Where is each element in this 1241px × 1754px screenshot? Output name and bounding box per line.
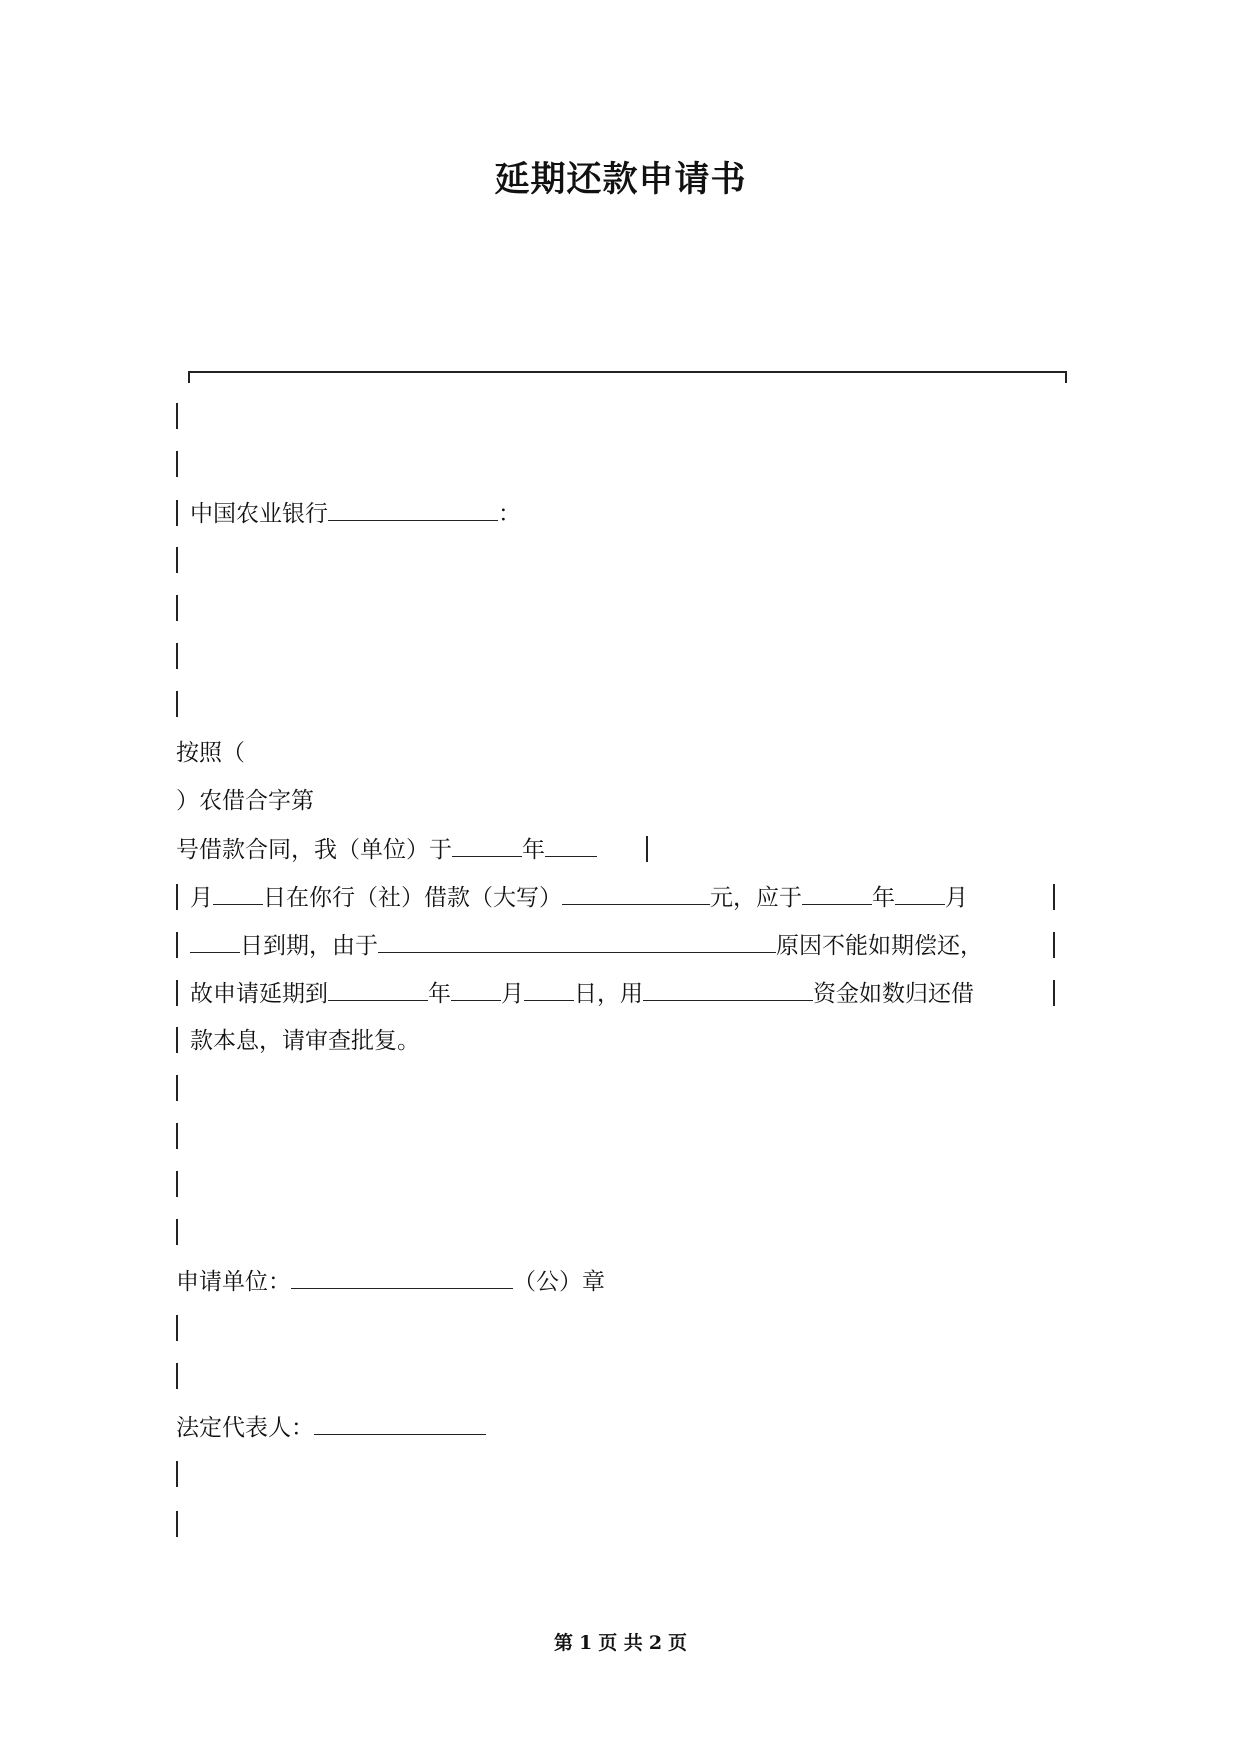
amount-blank: [562, 880, 710, 905]
footer-text: 第: [553, 1632, 573, 1654]
frame-right-corner: [1065, 371, 1067, 383]
frame-bar: [176, 1363, 178, 1389]
extend-day-blank: [524, 976, 574, 1001]
due-year-blank: [802, 880, 872, 905]
frame-bar: [176, 451, 178, 477]
footer-text: 页: [668, 1632, 688, 1654]
frame-bar: [1053, 980, 1055, 1006]
footer-text: 页 共: [598, 1632, 643, 1654]
frame-bar: [176, 980, 178, 1006]
empty-row: [176, 592, 190, 626]
frame-bar: [176, 643, 178, 669]
body-line-4: [176, 880, 968, 914]
empty-row: [176, 448, 190, 482]
empty-row: [176, 1072, 190, 1106]
body-text: 月: [501, 981, 524, 1007]
empty-row: [176, 1216, 190, 1250]
day-blank: [213, 880, 263, 905]
frame-bar: [176, 932, 178, 958]
body-text: 年: [872, 885, 895, 911]
body-text: 原因不能如期偿还，: [776, 933, 983, 959]
applicant-line: [176, 1264, 605, 1298]
frame-bar: [646, 836, 648, 862]
empty-row: [176, 1168, 190, 1202]
page-footer: [0, 1628, 1241, 1655]
page-number: 1: [578, 1632, 593, 1654]
frame-top-border: [188, 371, 1067, 373]
bank-branch-blank: [328, 496, 498, 521]
body-text: 号借款合同，我（单位）于: [176, 837, 452, 863]
frame-bar: [176, 595, 178, 621]
extend-month-blank: [451, 976, 501, 1001]
body-text: 日在你行（社）借款（大写）: [263, 885, 562, 911]
frame-left-corner: [188, 371, 190, 383]
frame-bar: [176, 884, 178, 910]
legal-rep-blank: [314, 1410, 486, 1435]
frame-bar: [176, 1123, 178, 1149]
frame-bar: [176, 403, 178, 429]
body-text: 日到期，由于: [240, 933, 378, 959]
body-text: 故申请延期到: [190, 981, 328, 1007]
bank-name: 中国农业银行: [190, 501, 328, 527]
body-text: 月: [190, 885, 213, 911]
salutation-line: [176, 496, 521, 530]
frame-bar: [176, 1219, 178, 1245]
frame-bar: [176, 1315, 178, 1341]
frame-bar: [176, 1171, 178, 1197]
frame-bar: [176, 691, 178, 717]
year-blank: [452, 832, 522, 857]
applicant-seal: （公）章: [513, 1269, 605, 1295]
legal-rep-line: [176, 1410, 486, 1444]
salutation-colon: ：: [498, 501, 521, 527]
empty-row: [176, 640, 190, 674]
body-line-2: ）农借合字第: [176, 788, 314, 814]
empty-row: [176, 1508, 190, 1542]
frame-bar: [176, 1027, 178, 1053]
frame-bar: [1053, 884, 1055, 910]
body-text: 月: [945, 885, 968, 911]
document-title: 延期还款申请书: [494, 160, 747, 200]
body-text: 元，应于: [710, 885, 802, 911]
empty-row: [176, 1312, 190, 1346]
body-line-7: [176, 1024, 420, 1058]
funds-source-blank: [643, 976, 813, 1001]
body-text: 年: [428, 981, 451, 1007]
applicant-label: 申请单位：: [176, 1269, 291, 1295]
body-text: 年: [522, 837, 545, 863]
empty-row: [176, 544, 190, 578]
extend-year-blank: [328, 976, 428, 1001]
month-blank: [545, 832, 597, 857]
frame-bar: [176, 1461, 178, 1487]
due-day-blank: [190, 928, 240, 953]
page-total: 2: [648, 1632, 663, 1654]
empty-row: [176, 400, 190, 434]
empty-row: [176, 688, 190, 722]
body-text: 资金如数归还借: [813, 981, 974, 1007]
body-line-5: [176, 928, 983, 962]
body-text: 日，用: [574, 981, 643, 1007]
frame-bar: [176, 1511, 178, 1537]
applicant-blank: [291, 1264, 513, 1289]
frame-bar: [176, 500, 178, 526]
due-month-blank: [895, 880, 945, 905]
empty-row: [176, 1360, 190, 1394]
body-line-1: 按照（: [176, 740, 245, 766]
body-line-6: [176, 976, 974, 1010]
reason-blank: [378, 928, 776, 953]
legal-rep-label: 法定代表人：: [176, 1415, 314, 1441]
frame-bar: [1053, 932, 1055, 958]
empty-row: [176, 1458, 190, 1492]
body-text: 款本息，请审查批复。: [190, 1028, 420, 1054]
body-line-3: [176, 832, 597, 866]
frame-bar: [176, 547, 178, 573]
empty-row: [176, 1120, 190, 1154]
frame-bar: [176, 1075, 178, 1101]
